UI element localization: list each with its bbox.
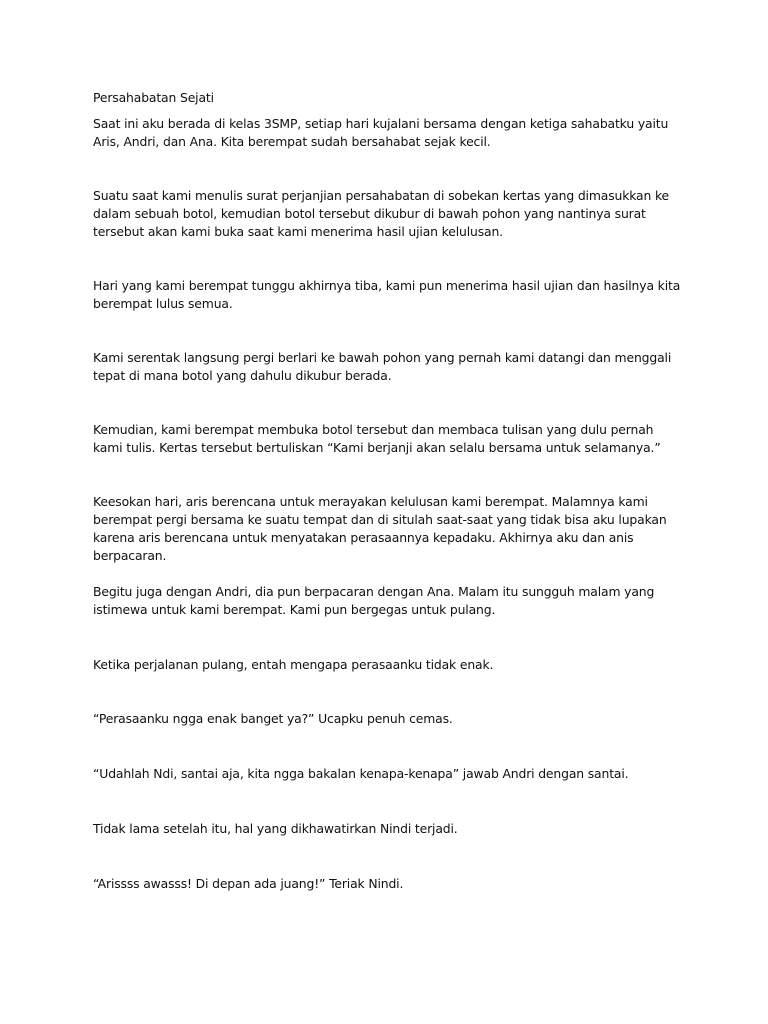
paragraph-8: Ketika perjalanan pulang, entah mengapa perasaanku tidak enak.	[93, 657, 494, 672]
paragraph-11: Tidak lama setelah itu, hal yang dikhawatirkan Nindi terjadi.	[93, 821, 458, 836]
paragraph-1: Saat ini aku berada di kelas 3SMP, setiap hari kujalani bersama dengan ketiga sahabatku yaitu Aris, Andri, dan Ana. Kita berempat sudah bersahabat sejak kecil.	[93, 116, 669, 149]
paragraph-4: Kami serentak langsung pergi berlari ke bawah pohon yang pernah kami datangi dan menggali tepat di mana botol yang dahulu dikubur berada.	[93, 350, 672, 383]
paragraph-12: “Arissss awasss! Di depan ada juang!” Teriak Nindi.	[93, 876, 404, 891]
paragraph-6: Keesokan hari, aris berencana untuk merayakan kelulusan kami berempat. Malamnya kami berempat pergi bersama ke suatu tempat dan di situlah saat-saat yang tidak bisa aku lupakan karena aris berencana untuk menyatakan perasaannya kepadaku. Akhirnya aku dan anis berpacaran.	[93, 494, 667, 563]
paragraph-2: Suatu saat kami menulis surat perjanjian persahabatan di sobekan kertas yang dimasukkan ke dalam sebuah botol, kemudian botol tersebut dikubur di bawah pohon yang nantinya surat tersebut akan kami buka saat kami menerima hasil ujian kelulusan.	[93, 188, 670, 239]
paragraph-5: Kemudian, kami berempat membuka botol tersebut dan membaca tulisan yang dulu pernah kami tulis. Kertas tersebut bertuliskan “Kami berjanji akan selalu bersama untuk selamanya.”	[93, 422, 661, 455]
paragraph-7: Begitu juga dengan Andri, dia pun berpacaran dengan Ana. Malam itu sungguh malam yang istimewa untuk kami berempat. Kami pun bergegas untuk pulang.	[93, 584, 655, 617]
document-title: Persahabatan Sejati	[93, 90, 214, 105]
paragraph-3: Hari yang kami berempat tunggu akhirnya tiba, kami pun menerima hasil ujian dan hasilnya kita berempat lulus semua.	[93, 278, 681, 311]
paragraph-9: “Perasaanku ngga enak banget ya?” Ucapku penuh cemas.	[93, 711, 453, 726]
paragraph-10: “Udahlah Ndi, santai aja, kita ngga bakalan kenapa-kenapa” jawab Andri dengan santai.	[93, 766, 629, 781]
